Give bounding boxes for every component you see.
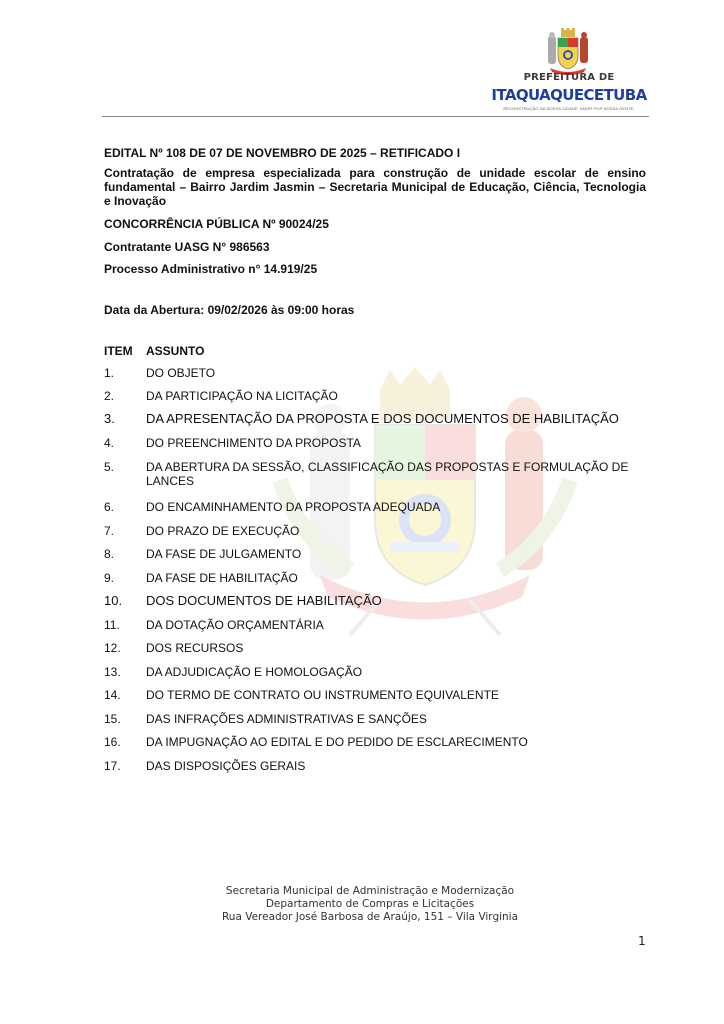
toc-row <box>104 594 649 608</box>
toc-item-label: DO PREENCHIMENTO DA PROPOSTA <box>146 436 361 450</box>
toc-header <box>104 344 649 358</box>
toc-row <box>104 665 649 679</box>
toc-item-label: DAS INFRAÇÕES ADMINISTRATIVAS E SANÇÕES <box>146 712 427 726</box>
logo-line-1: PREFEITURA DE <box>523 72 615 83</box>
toc-item-number: 5. <box>104 460 115 474</box>
contracting-line: Contratante UASG N° 986563 <box>104 240 270 254</box>
page-number: 1 <box>638 934 646 948</box>
opening-date: Data da Abertura: 09/02/2026 às 09:00 horas <box>104 303 355 317</box>
toc-item-label: DA ADJUDICAÇÃO E HOMOLOGAÇÃO <box>146 665 363 679</box>
toc-item-number: 11. <box>104 618 120 632</box>
toc-row <box>104 500 649 514</box>
toc-item-number: 16. <box>104 735 121 749</box>
toc-row <box>104 571 649 585</box>
toc-item-label: DO TERMO DE CONTRATO OU INSTRUMENTO EQUIVALENTE <box>146 688 499 702</box>
toc-item-number: 4. <box>104 436 115 450</box>
document-title: EDITAL Nº 108 DE 07 DE NOVEMBRO DE 2025 – RETIFICADO I <box>104 146 461 160</box>
toc-item-label: DO ENCAMINHAMENTO DA PROPOSTA ADEQUADA <box>146 500 441 514</box>
toc-header-item: ITEM <box>104 344 133 358</box>
toc-row <box>104 735 649 749</box>
toc-item-label: DA FASE DE JULGAMENTO <box>146 547 302 561</box>
footer-secretariat: Secretaria Municipal de Administração e Modernização <box>225 885 515 897</box>
page-footer <box>160 885 580 924</box>
toc-row <box>104 460 649 488</box>
toc-row <box>104 618 649 632</box>
toc-row <box>104 547 649 561</box>
toc-item-number: 13. <box>104 665 121 679</box>
toc-row <box>104 688 649 702</box>
toc-item-label: DO PRAZO DE EXECUÇÃO <box>146 524 300 538</box>
document-object: Contratação de empresa especializada para construção de unidade escolar de ensino fundamental – Bairro Jardim Jasmin – Secretaria Municipal de Educação, Ciência, Tecnologia e Inovação <box>104 166 646 208</box>
municipality-logo <box>484 24 654 120</box>
toc-row <box>104 641 649 655</box>
toc-item-label: DA IMPUGNAÇÃO AO EDITAL E DO PEDIDO DE ESCLARECIMENTO <box>146 735 528 749</box>
coat-of-arms-icon <box>542 28 594 78</box>
toc-item-number: 17. <box>104 759 121 773</box>
footer-address: Rua Vereador José Barbosa de Araújo, 151 – Vila Virginia <box>221 911 519 923</box>
toc-item-number: 12. <box>104 641 121 655</box>
toc-item-label: DA APRESENTAÇÃO DA PROPOSTA E DOS DOCUMENTOS DE HABILITAÇÃO <box>146 411 619 426</box>
toc-header-subject: ASSUNTO <box>146 344 205 358</box>
toc-item-label: DOS DOCUMENTOS DE HABILITAÇÃO <box>146 593 382 608</box>
toc-row <box>104 524 649 538</box>
toc-row <box>104 759 649 773</box>
toc-item-label: DA ABERTURA DA SESSÃO, CLASSIFICAÇÃO DAS PROPOSTAS E FORMULAÇÃO DE LANCES <box>146 460 629 488</box>
modality-line: CONCORRÊNCIA PÚBLICA Nº 90024/25 <box>104 217 329 231</box>
toc-item-number: 6. <box>104 500 115 514</box>
header-divider <box>102 116 649 117</box>
toc-row <box>104 412 649 426</box>
toc-item-number: 3. <box>104 411 115 426</box>
toc-item-number: 10. <box>104 593 123 608</box>
toc-item-label: DAS DISPOSIÇÕES GERAIS <box>146 759 306 773</box>
toc-item-number: 8. <box>104 547 115 561</box>
process-line: Processo Administrativo n° 14.919/25 <box>104 262 318 276</box>
toc-row <box>104 712 649 726</box>
table-of-contents <box>104 344 649 773</box>
logo-slogan: RECONSTRUÇÃO DA NOSSA CIDADE. AMOR POR NOSSA GENTE. <box>503 106 635 111</box>
toc-row <box>104 389 649 403</box>
toc-item-label: DA FASE DE HABILITAÇÃO <box>146 571 298 585</box>
toc-item-number: 2. <box>104 389 115 403</box>
toc-item-number: 14. <box>104 688 121 702</box>
toc-item-number: 1. <box>104 366 115 380</box>
toc-item-number: 9. <box>104 571 115 585</box>
toc-item-number: 7. <box>104 524 115 538</box>
toc-item-label: DA PARTICIPAÇÃO NA LICITAÇÃO <box>146 389 338 403</box>
toc-row <box>104 366 649 380</box>
toc-row <box>104 436 649 450</box>
toc-item-label: DO OBJETO <box>146 366 216 380</box>
footer-department: Departamento de Compras e Licitações <box>265 898 475 910</box>
logo-city-name: ITAQUAQUECETUBA <box>491 86 647 104</box>
toc-item-number: 15. <box>104 712 121 726</box>
toc-item-label: DA DOTAÇÃO ORÇAMENTÁRIA <box>146 618 324 632</box>
toc-item-label: DOS RECURSOS <box>146 641 244 655</box>
